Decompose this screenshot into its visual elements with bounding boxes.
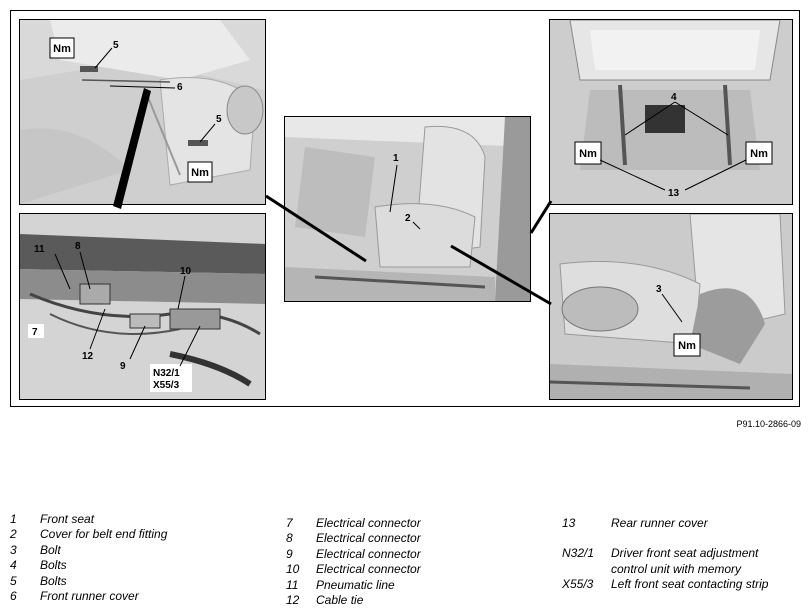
legend-item [10,543,167,558]
legend-key: 12 [286,593,300,608]
callout-9: 9 [120,361,126,372]
connector-line [531,201,551,233]
legend-key: X55/3 [562,577,594,592]
legend-item [562,516,768,531]
nm-label: Nm [579,148,597,160]
legend-key: 7 [286,516,293,530]
photo-seat-side-bolt [549,213,793,400]
nm-label: Nm [750,148,768,160]
callout-x55-3: X55/3 [153,380,180,391]
legend-key: 10 [286,562,300,577]
legend-key: 8 [286,531,293,546]
photo-rear-runner-cover [549,19,793,205]
nm-label: Nm [191,167,209,179]
legend-item [10,574,167,589]
legend-desc: Bolt [40,542,61,557]
callout-4: 4 [671,92,677,103]
callout-6: 6 [177,82,183,93]
callout-12: 12 [82,351,94,362]
legend-desc: Bolts [40,573,67,588]
figure-frame [10,10,800,407]
legend-column-2 [286,516,421,608]
photo-front-runner-cover [19,19,266,205]
legend-desc-line: control unit with memory [611,561,742,576]
nm-label: Nm [678,340,696,352]
callout-10: 10 [180,266,192,277]
legend-key: 2 [10,527,17,542]
legend-desc: Rear runner cover [611,516,708,530]
legend-item [562,546,768,577]
legend-key: 6 [10,589,17,604]
legend-key: 3 [10,542,17,557]
legend-desc: Front seat [40,512,95,526]
legend-item [286,578,421,593]
callout-11: 11 [34,244,45,255]
legend-item [286,547,421,562]
callout-3: 3 [656,284,662,295]
legend-key: N32/1 [562,546,595,561]
photo-front-seat-overview [284,116,531,302]
callout-13: 13 [668,188,680,199]
legend-key: 1 [10,512,17,526]
legend-item [10,589,167,604]
legend-desc: Electrical connector [316,516,421,530]
legend-desc: Cable tie [316,593,364,608]
legend-desc: Electrical connector [316,531,421,546]
callout-7: 7 [32,327,38,338]
legend-desc-line: Driver front seat adjustment [611,546,759,561]
legend-key: 5 [10,573,17,588]
diagram-reference: P91.10-2866-09 [736,419,801,429]
legend-item [286,516,421,531]
legend-desc: Electrical connector [316,562,421,577]
legend-desc: Left front seat contacting strip [611,577,769,592]
legend-item [286,562,421,577]
legend-key: 13 [562,516,576,530]
legend-item [10,527,167,542]
callout-8: 8 [75,241,81,252]
callout-5: 5 [113,40,119,51]
nm-label: Nm [53,43,71,55]
callout-5: 5 [216,114,222,125]
callout-1: 1 [393,153,399,164]
legend-desc [611,546,758,577]
legend-desc: Electrical connector [316,546,421,561]
legend-item [286,531,421,546]
legend-column-1 [10,512,167,604]
legend-item [562,577,768,592]
legend-desc: Bolts [40,558,67,573]
legend-key: 9 [286,546,293,561]
legend-desc: Cover for belt end fitting [40,527,168,542]
legend-desc: Front runner cover [40,589,139,604]
legend-desc: Pneumatic line [316,577,395,592]
legend-item [286,593,421,608]
callout-2: 2 [405,213,411,224]
legend-item [10,558,167,573]
legend-item [10,512,167,527]
legend-column-3 [562,516,768,593]
callout-n32-1: N32/1 [153,368,180,379]
legend-key: 11 [286,577,299,592]
legend-key: 4 [10,558,17,573]
photo-seat-underside [19,213,266,400]
